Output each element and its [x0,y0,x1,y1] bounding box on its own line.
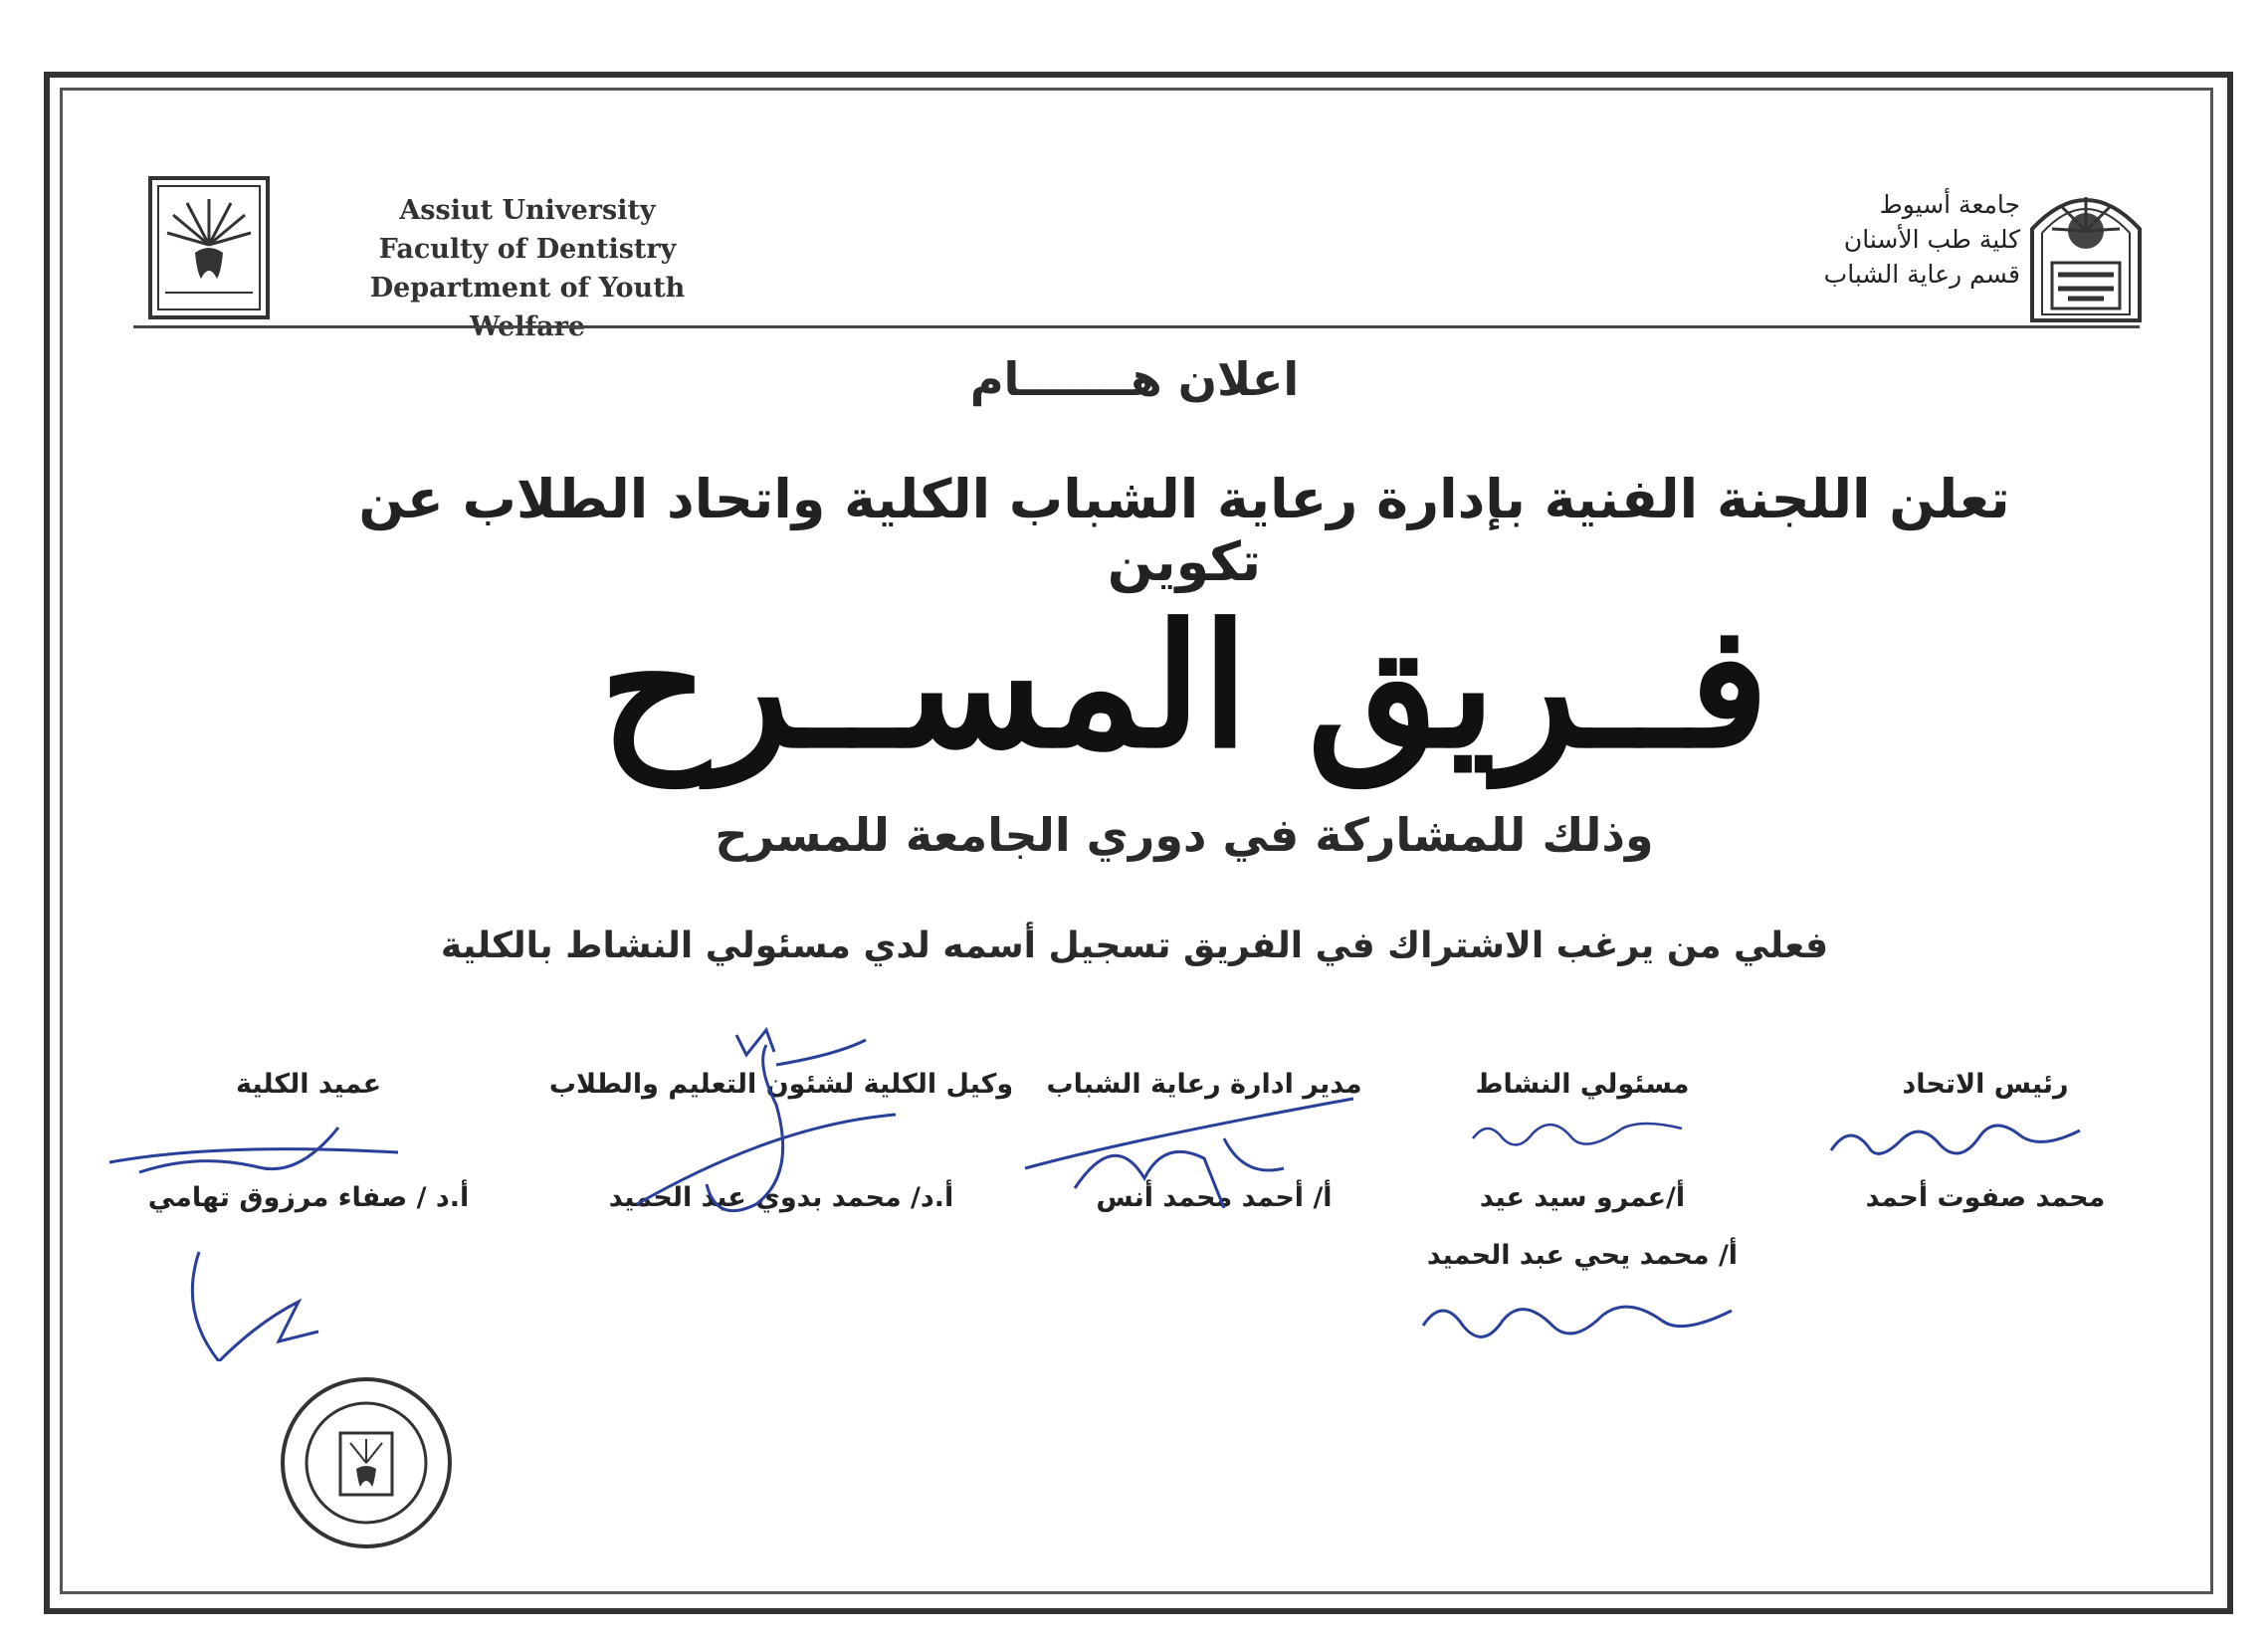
faculty-name-ar: كلية طب الأسنان [1843,225,2020,254]
announcement-text: تعلن اللجنة الفنية بإدارة رعاية الشباب الكلية واتحاد الطلاب عن تكوين [358,468,2010,593]
important-notice-heading: اعلان هـــــــام [969,352,1300,406]
vice-dean-name: أ.د/ محمد بدوي عبد الحميد [608,1182,954,1213]
dean-name: أ.د / صفاء مرزوق تهامي [147,1182,470,1213]
team-title: فــريق المســرح [599,587,1769,786]
signature-director-icon [1015,1079,1373,1208]
signature-dean-icon [100,1103,408,1361]
university-logo-icon [2028,179,2144,324]
department-name-ar: قسم رعاية الشباب [1823,260,2020,289]
purpose-text: وذلك للمشاركة في دوري الجامعة للمسرح [715,808,1654,862]
student-union-president-title: رئيس الاتحاد [1902,1069,2069,1100]
faculty-logo-icon [147,175,271,320]
header-divider [133,325,2140,328]
youth-welfare-director-name: أ/ أحمد محمد أنس [1096,1182,1333,1213]
university-name-ar: جامعة أسيوط [1879,190,2020,219]
registration-text: فعلي من يرغب الاشتراك في الفريق تسجيل أسمه لدي مسئولي النشاط بالكلية [440,925,1829,966]
youth-welfare-director-title: مدير ادارة رعاية الشباب [1046,1069,1362,1100]
activity-officer-name-1: أ/عمرو سيد عيد [1479,1182,1686,1213]
signature-president-icon [1821,1111,2120,1170]
dean-title: عميد الكلية [235,1069,382,1100]
faculty-name-en: Faculty of Dentistry [378,234,677,265]
english-header [309,191,746,346]
activity-officer-name-2: أ/ محمد يحي عبد الحميد [1426,1240,1739,1271]
university-name-en: Assiut University [399,195,656,226]
vice-dean-title: وكيل الكلية لشئون التعليم والطلاب [548,1069,1014,1100]
signature-activity-officer-2-icon [1413,1286,1742,1355]
arabic-header [1702,187,2020,292]
official-stamp-icon [277,1373,456,1552]
activity-officers-title: مسئولي النشاط [1475,1069,1690,1100]
student-union-president-name: محمد صفوت أحمد [1865,1182,2106,1213]
signature-activity-officer-1-icon [1463,1109,1692,1158]
department-name-en: Department of Youth Welfare [369,273,686,342]
signature-vice-dean-icon [617,1005,935,1234]
